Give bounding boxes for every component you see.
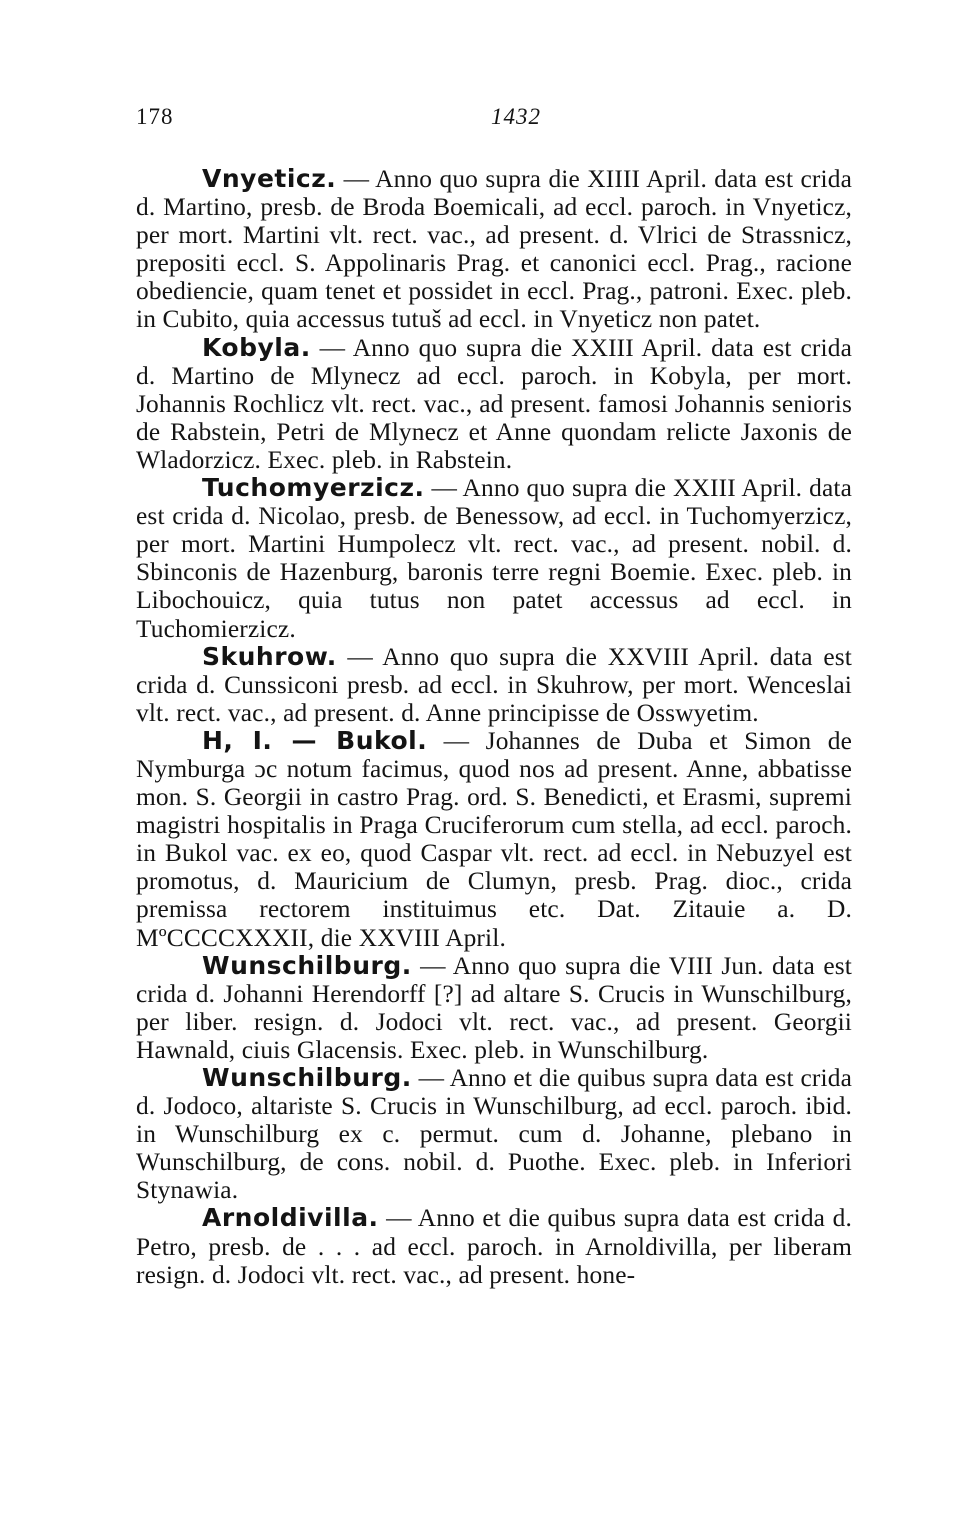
page-number: 178 (136, 104, 174, 129)
entry-headword: Arnoldivilla. (202, 1203, 379, 1233)
entry-headword: Tuchomyerzicz. (202, 473, 425, 503)
entry-bukol (136, 727, 852, 952)
entry-text: — Anno et die quibus supra data est crida d. Jodoco, altariste S. Crucis in Wunschilburg, ad eccl. paroch. ibid. in Wunschilburg ex c. permut. cum d. Johanne, plebano in Wunschilburg, de cons. nobil. d. Puothe. Exec. pleb. in Inferiori Stynawia. (136, 1064, 852, 1205)
entry-wunschilburg-2 (136, 1064, 852, 1204)
entry-skuhrow (136, 643, 852, 727)
entry-text: — Anno quo supra die XXIII April. data est crida d. Martino de Mlynecz ad eccl. paroch. in Kobyla, per mort. Johannis Rochlicz vlt. rect. vac., ad present. famosi Johannis senioris de Rabstein, Petri de Mlynecz et Anne quondam relicte Jaxonis de Wladorzicz. Exec. pleb. in Rabstein. (136, 333, 852, 474)
entry-kobyla (136, 334, 852, 474)
entry-text: — Anno quo supra die XIIII April. data est crida d. Martino, presb. de Broda Boemicali, ad eccl. paroch. in Vnyeticz, per mort. Martini vlt. rect. vac., ad present. d. Vlrici de Strassnicz, prepositi eccl. S. Appolinaris Prag. et canonici eccl. Prag., racione obediencie, quam tenet et possidet in eccl. Prag., patroni. Exec. pleb. in Cubito, quia accessus tutuš ad eccl. in Vnyeticz non patet. (136, 165, 852, 334)
entry-headword: Bukol. (336, 725, 428, 755)
entry-headword: Vnyeticz. (202, 164, 337, 193)
running-head-year: 1432 (491, 104, 541, 129)
entry-headword: Kobyla. (202, 332, 311, 362)
entry-text: — Anno quo supra die XXIII April. data est crida d. Nicolao, presb. de Benessow, ad eccl. in Tuchomyerzicz, per mort. Martini Humpolecz vlt. rect. vac., ad present. nobil. d. Sbinconis de Hazenburg, baronis terre regni Boemie. Exec. pleb. in Libochouicz, quia tutus non patet accessus ad eccl. in Tuchomierzicz. (136, 474, 852, 643)
entry-wunschilburg-1 (136, 952, 852, 1064)
entry-text: — Anno quo supra die XXVIII April. data est crida d. Cunssiconi presb. ad eccl. in Skuhrow, per mort. Wenceslai vlt. rect. vac., ad present. d. Anne principisse de Osswyetim. (136, 642, 852, 727)
entry-headword: Skuhrow. (202, 641, 337, 671)
page-header (136, 100, 856, 140)
entry-text: — Johannes de Duba et Simon de Nymburga ɔc notum facimus, quod nos ad present. Anne, abbatisse mon. S. Georgii in castro Prag. ord. S. Benedicti, et Erasmi, supremi magistri hospitalis in Praga Cruciferorum cum stella, ad eccl. paroch. in Bukol vac. ex eo, quod Caspar vlt. rect. ad eccl. in Nebuzyel est promotus, d. Mauricium de Clumyn, presb. Prag. dioc., crida premissa rectorem instituimus etc. Dat. Zitauie a. D. MºCCCCXXXII, die XXVIII April. (136, 726, 852, 952)
entry-vnyeticz (136, 165, 852, 334)
entry-arnoldivilla (136, 1204, 852, 1288)
entry-text: — Anno quo supra die VIII Jun. data est crida d. Johanni Herendorff [?] ad altare S. Crucis in Wunschilburg, per liber. resign. d. Jodoci vlt. rect. vac., ad present. Georgii Hawnald, ciuis Glacensis. Exec. pleb. in Wunschilburg. (136, 951, 852, 1064)
entry-headword: Wunschilburg. (202, 950, 412, 980)
entry-tuchomyerzicz (136, 474, 852, 643)
entry-text: — Anno et die quibus supra data est crida d. Petro, presb. de . . . ad eccl. paroch. in Arnoldivilla, per liberam resign. d. Jodoci vlt. rect. vac., ad present. hone- (136, 1204, 852, 1289)
page-body (136, 165, 852, 1289)
entry-prefix: H, I. — (202, 725, 337, 755)
entry-headword: Wunschilburg. (202, 1063, 412, 1092)
